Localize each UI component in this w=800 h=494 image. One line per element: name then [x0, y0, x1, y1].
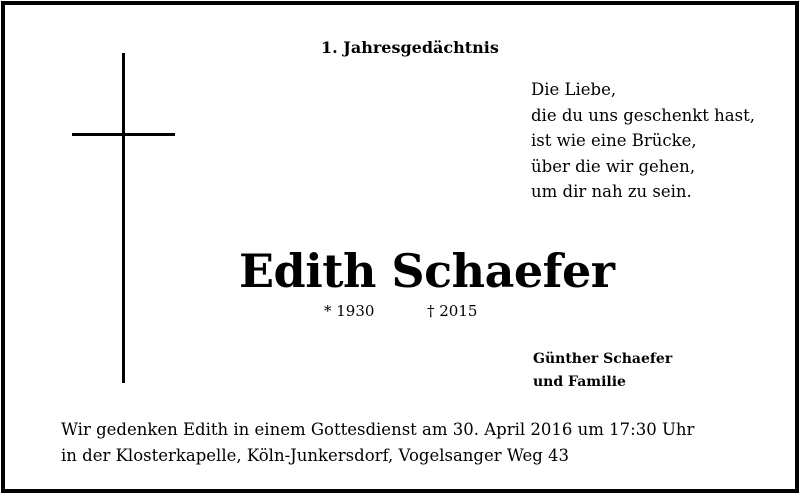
poem-line: um dir nah zu sein.: [531, 182, 692, 201]
notice-line: in der Klosterkapelle, Köln-Junkersdorf, Vogelsanger Weg 43: [61, 446, 570, 465]
poem: [531, 77, 755, 205]
memorial-service-notice: [61, 417, 694, 469]
cross-vertical-bar: [122, 53, 125, 383]
death-year: † 2015: [427, 302, 478, 320]
obituary-frame: [1, 1, 799, 493]
signature-line: und Familie: [533, 374, 626, 390]
birth-year: * 1930: [324, 302, 375, 320]
signature: [533, 348, 672, 394]
cross-horizontal-bar: [72, 133, 175, 136]
signature-line: Günther Schaefer: [533, 351, 673, 367]
anniversary-heading: 1. Jahresgedächtnis: [321, 38, 499, 57]
notice-line: Wir gedenken Edith in einem Gottesdienst am 30. April 2016 um 17:30 Uhr: [61, 420, 695, 439]
poem-line: die du uns geschenkt hast,: [531, 105, 755, 125]
poem-line: ist wie eine Brücke,: [531, 131, 697, 150]
deceased-name: Edith Schaefer: [239, 244, 615, 298]
poem-line: über die wir gehen,: [531, 156, 696, 176]
poem-line: Die Liebe,: [531, 80, 617, 99]
